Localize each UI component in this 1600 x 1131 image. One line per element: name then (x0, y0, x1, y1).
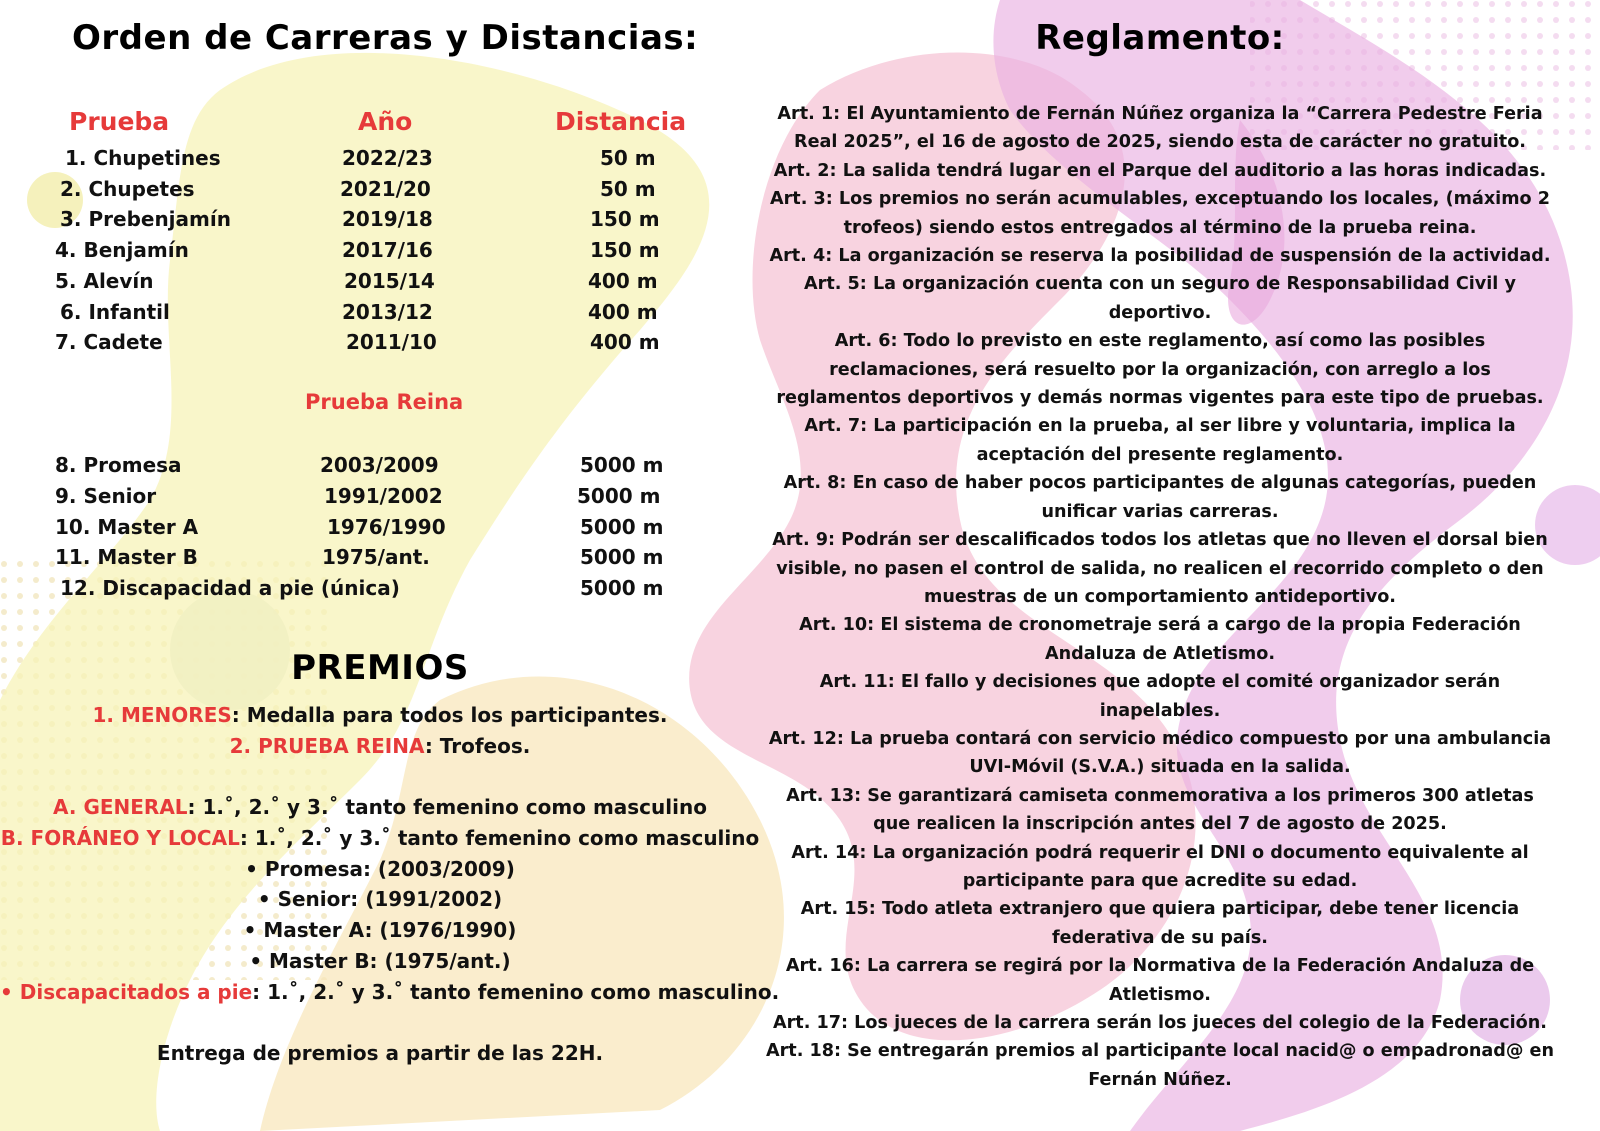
premio-line (0, 980, 780, 1004)
article: Art. 1: El Ayuntamiento de Fernán Núñez organiza la “Carrera Pedestre Feria Real 2025”, el 16 de agosto de 2025, siendo esta de carácter no gratuito. (777, 104, 1543, 153)
article: Art. 17: Los jueces de la carrera serán los jueces del colegio de la Federación. (773, 1013, 1547, 1033)
race-distance: 50 m (600, 177, 656, 201)
premio-text: : 1.˚, 2.˚ y 3.˚ tanto femenino como masculino (187, 795, 707, 819)
premio-text: • Senior: (1991/2002) (257, 887, 503, 911)
race-name: 4. Benjamín (55, 238, 189, 262)
article: Art. 7: La participación en la prueba, al ser libre y voluntaria, implica la aceptación del presente reglamento. (804, 416, 1516, 465)
premio-line (0, 949, 760, 973)
race-name: 2. Chupetes (60, 177, 195, 201)
race-distance: 400 m (590, 330, 660, 354)
reina-name: 10. Master A (55, 515, 199, 539)
premio-text: : 1.˚, 2.˚ y 3.˚ tanto femenino como masculino. (252, 980, 780, 1004)
article: Art. 18: Se entregarán premios al participante local nacid@ o empadronad@ en Fernán Núñez. (765, 1041, 1555, 1090)
reina-year: 1976/1990 (327, 515, 446, 539)
race-name: 3. Prebenjamín (60, 207, 231, 231)
article: Art. 13: Se garantizará camiseta conmemorativa a los primeros 300 atletas que realicen la inscripción antes del 7 de agosto de 2025. (786, 785, 1534, 835)
article: Art. 10: El sistema de cronometraje será a cargo de la propia Federación Andaluza de Atletismo. (799, 615, 1521, 664)
race-year: 2022/23 (342, 146, 433, 170)
premio-text: • Master A: (1976/1990) (243, 918, 517, 942)
article: Art. 14: La organización podrá requerir el DNI o documento equivalente al participante para que acredite su edad. (791, 842, 1529, 891)
race-year: 2013/12 (342, 300, 433, 324)
article: Art. 6: Todo lo previsto en este reglamento, así como las posibles reclamaciones, será resuelto por la organización, con arreglo a los reglamentos deportivos y demás normas vigentes para este tipo de pruebas. (776, 331, 1544, 409)
races-title: Orden de Carreras y Distancias: (72, 18, 699, 58)
premio-label: B. FORÁNEO Y LOCAL (0, 826, 240, 850)
reina-year: 1991/2002 (324, 484, 443, 508)
article: Art. 8: En caso de haber pocos participantes de algunas categorías, pueden unificar varias carreras. (783, 473, 1537, 522)
reina-distance: 5000 m (577, 484, 661, 508)
article: Art. 5: La organización cuenta con un seguro de Responsabilidad Civil y deportivo. (804, 274, 1516, 323)
premio-line (0, 795, 760, 819)
race-year: 2017/16 (342, 238, 433, 262)
race-year: 2015/14 (344, 269, 435, 293)
premio-line (0, 826, 760, 850)
premio-label: 2. PRUEBA REINA (229, 734, 425, 758)
reina-name: 8. Promesa (55, 453, 182, 477)
races-table (0, 0, 760, 620)
reina-name: 9. Senior (55, 484, 157, 508)
premio-line (0, 918, 760, 942)
premio-line (0, 734, 760, 758)
article: Art. 3: Los premios no serán acumulables, exceptuando los locales, (máximo 2 trofeos) siendo estos entregados al término de la prueba reina. (770, 189, 1550, 238)
race-name: 1. Chupetines (65, 146, 221, 170)
reina-name: 12. Discapacidad a pie (única) (60, 576, 400, 600)
article: Art. 11: El fallo y decisiones que adopte el comité organizador serán inapelables. (819, 672, 1501, 721)
race-year: 2021/20 (340, 177, 431, 201)
article: Art. 4: La organización se reserva la posibilidad de suspensión de la actividad. (769, 246, 1551, 267)
race-distance: 150 m (590, 238, 660, 262)
race-year: 2019/18 (342, 207, 433, 231)
reina-year: 2003/2009 (320, 453, 439, 477)
premio-line (0, 887, 760, 911)
race-name: 6. Infantil (60, 300, 170, 324)
premio-label: A. GENERAL (53, 795, 188, 819)
premio-label: 1. MENORES (92, 703, 232, 727)
premio-text: : Trofeos. (424, 734, 531, 758)
reina-distance: 5000 m (580, 545, 664, 569)
article: Art. 16: La carrera se regirá por la Normativa de la Federación Andaluza de Atletismo. (785, 956, 1535, 1005)
prueba-reina-title: Prueba Reina (305, 390, 464, 414)
premio-text: • Master B: (1975/ant.) (249, 949, 511, 973)
header-prueba: Prueba (69, 107, 170, 136)
reina-distance: 5000 m (580, 576, 664, 600)
reina-distance: 5000 m (580, 453, 664, 477)
race-name: 5. Alevín (55, 269, 154, 293)
premios-title: PREMIOS (291, 648, 469, 688)
header-anio: Año (358, 107, 413, 136)
race-name: 7. Cadete (55, 330, 163, 354)
article: Art. 15: Todo atleta extranjero que quiera participar, debe tener licencia federativa de su país. (800, 899, 1520, 948)
reina-distance: 5000 m (580, 515, 664, 539)
premio-text: : Medalla para todos los participantes. (231, 703, 668, 727)
premio-text: : 1.˚, 2.˚ y 3.˚ tanto femenino como masculino (239, 826, 760, 850)
reina-year: 1975/ant. (322, 545, 430, 569)
article: Art. 2: La salida tendrá lugar en el Parque del auditorio a las horas indicadas. (773, 160, 1547, 181)
header-distancia: Distancia (555, 107, 687, 136)
reglamento-list (765, 100, 1555, 1094)
article: Art. 12: La prueba contará con servicio médico compuesto por una ambulancia UVI-Móvil (S.V.A.) situada en la salida. (768, 728, 1552, 778)
premios-footer: Entrega de premios a partir de las 22H. (156, 1041, 604, 1065)
race-distance: 150 m (590, 207, 660, 231)
premio-label: • Discapacitados a pie (0, 980, 253, 1004)
premio-line (0, 703, 760, 727)
reglamento-title: Reglamento: (1035, 18, 1285, 58)
article: Art. 9: Podrán ser descalificados todos los atletas que no lleven el dorsal bien visible, no pasen el control de salida, no realicen el recorrido completo o den muestras de un comportamiento antideportivo. (772, 530, 1548, 607)
race-year: 2011/10 (346, 330, 437, 354)
premio-text: • Promesa: (2003/2009) (245, 857, 515, 881)
premio-line (0, 857, 760, 881)
race-distance: 400 m (588, 269, 658, 293)
reina-name: 11. Master B (55, 545, 198, 569)
race-distance: 50 m (600, 146, 656, 170)
race-distance: 400 m (588, 300, 658, 324)
